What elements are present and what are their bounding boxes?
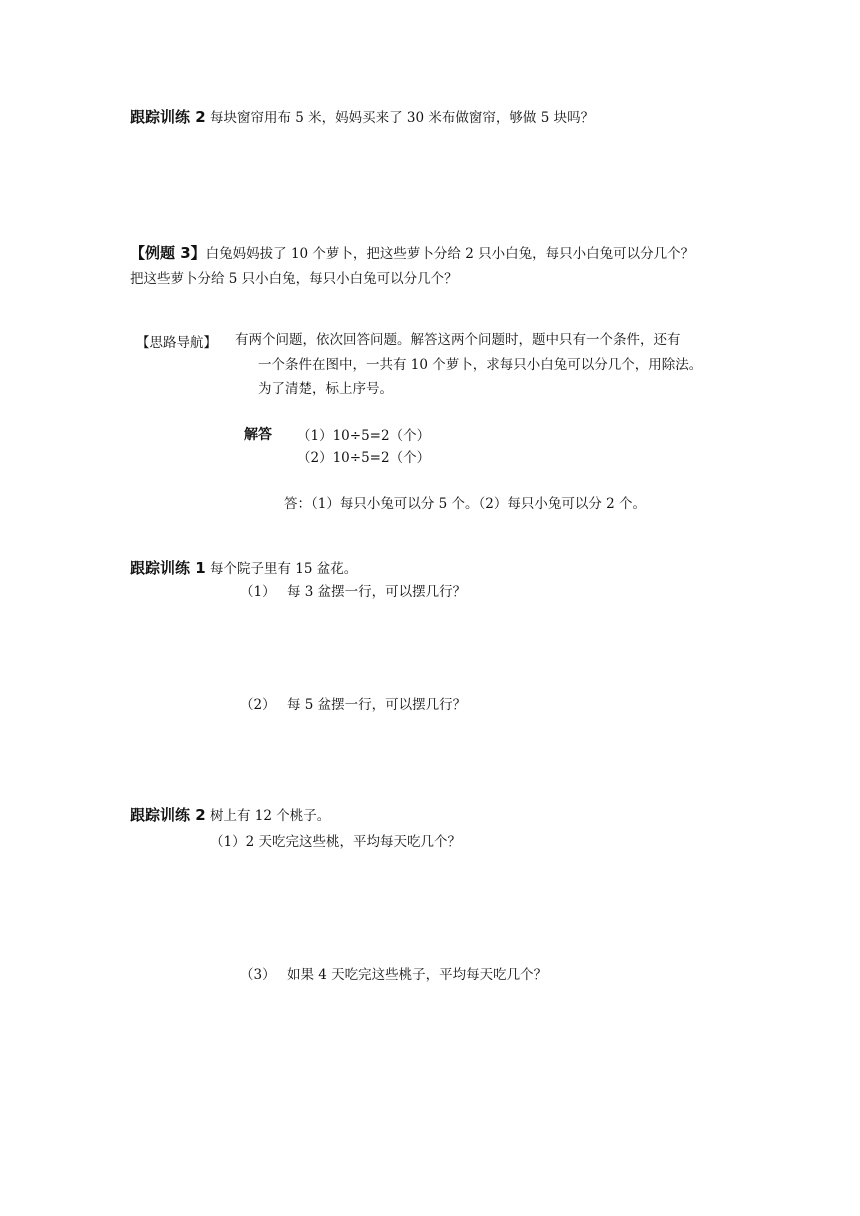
solution-label: 解答 [244,427,272,443]
drill2-top-problem [130,106,594,127]
example3-heading: 【例题 3】 [130,244,206,262]
drill1-q2-number: （2） [240,697,276,713]
guide-label: 【思路导航】 [136,335,217,351]
solution-answer: 答：（1）每只小兔可以分 5 个。（2）每只小兔可以分 2 个。 [284,496,647,512]
drill1-problem [130,557,357,578]
drill2-top-text: 每块窗帘用布 5 米，妈妈买来了 30 米布做窗帘，够做 5 块吗？ [209,110,595,126]
guide-line2: 一个条件在图中，一共有 10 个萝卜，求每只小白兔可以分几个，用除法。 [258,357,703,373]
drill2-bottom-q3-number: （3） [240,967,276,983]
drill2-bottom-problem [130,804,330,825]
drill1-q1-text: 每 3 盆摆一行，可以摆几行？ [287,584,467,600]
drill2-bottom-q1: （1）2 天吃完这些桃，平均每天吃几个？ [210,834,461,850]
drill1-q1-number: （1） [240,584,276,600]
drill2-bottom-q3-text: 如果 4 天吃完这些桃子，平均每天吃几个？ [287,967,548,983]
drill1-heading: 跟踪训练 1 [130,559,206,577]
drill1-q2-text: 每 5 盆摆一行，可以摆几行？ [287,697,467,713]
guide-line3: 为了清楚，标上序号。 [258,381,393,397]
example3-text-line2: 把这些萝卜分给 5 只小白兔，每只小白兔可以分几个？ [130,271,458,287]
drill2-top-heading: 跟踪训练 2 [130,108,206,126]
solution-step2: （2）10÷5=2（个） [297,450,431,466]
drill2-bottom-heading: 跟踪训练 2 [130,806,206,824]
guide-line1: 有两个问题，依次回答问题。解答这两个问题时，题中只有一个条件，还有 [235,332,681,348]
drill1-text: 每个院子里有 15 盆花。 [209,561,358,577]
example3-line1 [130,242,694,263]
solution-step1: （1）10÷5=2（个） [297,428,431,444]
drill2-bottom-text: 树上有 12 个桃子。 [209,808,331,824]
example3-text-line1: 白兔妈妈拔了 10 个萝卜，把这些萝卜分给 2 只小白兔，每只小白兔可以分几个？ [205,246,695,262]
